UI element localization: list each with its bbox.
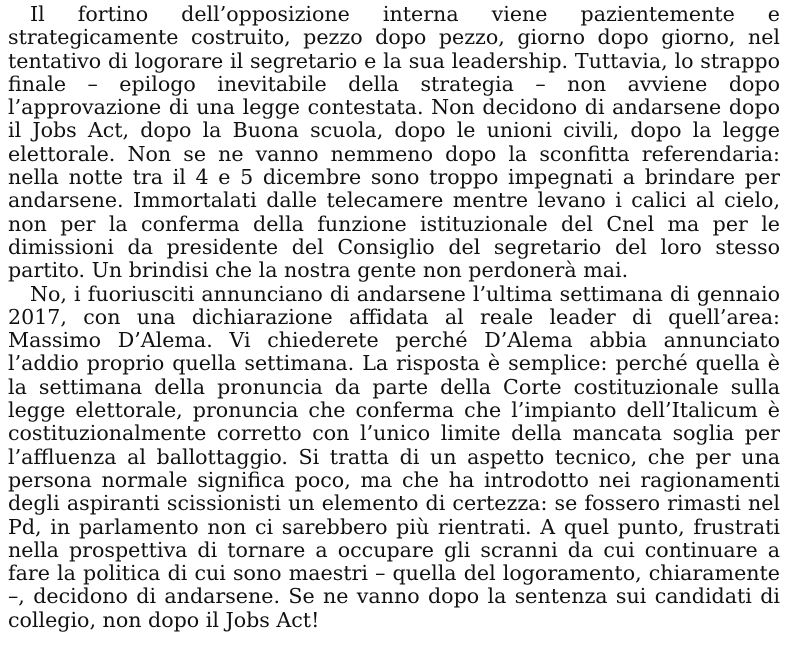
body-paragraph-2: No, i fuoriusciti annunciano di andarsene l’ultima settimana di gennaio 2017, con una dichiarazione affidata al reale leader di quell’area: Massimo D’Alema. Vi chiederete perché D’Alema abbia annunciato l’addio proprio quella settimana. La risposta è semplice: perché quella è la settimana della pronuncia da parte della Corte costituzionale sulla legge elettorale, pronuncia che conferma che l’impianto dell’Italicum è costituzionalmente corretto con l’unico limite della mancata soglia per l’affluenza al ballottaggio. Si tratta di un aspetto tecnico, che per una persona normale significa poco, ma che ha introdotto nei ragionamenti degli aspiranti scissionisti un elemento di certezza: se fossero rimasti nel Pd, in parlamento non ci sarebbero più rientrati. A quel punto, frustrati nella prospettiva di tornare a occupare gli scranni da cui continuare a fare la politica di cui sono maestri – quella del logoramento, chiaramente –, decidono di andarsene. Se ne vanno dopo la sentenza sui candidati di collegio, non dopo il Jobs Act!	[8, 281, 780, 632]
body-paragraph-1: Il fortino dell’opposizione interna viene pazientemente e strategicamente costruito, pezzo dopo pezzo, giorno dopo giorno, nel tentativo di logorare il segretario e la sua leadership. Tuttavia, lo strappo finale – epilogo inevitabile della strategia – non avviene dopo l’approvazione di una legge contestata. Non decidono di andarsene dopo il Jobs Act, dopo la Buona scuola, dopo le unioni civili, dopo la legge elettorale. Non se ne vanno nemmeno dopo la sconfitta referendaria: nella notte tra il 4 e 5 dicembre sono troppo impegnati a brindare per andarsene. Immortalati dalle telecamere mentre levano i calici al cielo, non per la conferma della funzione istituzionale del Cnel ma per le dimissioni da presidente del Consiglio del segretario del loro stesso partito. Un brindisi che la nostra gente non perdonerà mai.	[8, 2, 780, 283]
